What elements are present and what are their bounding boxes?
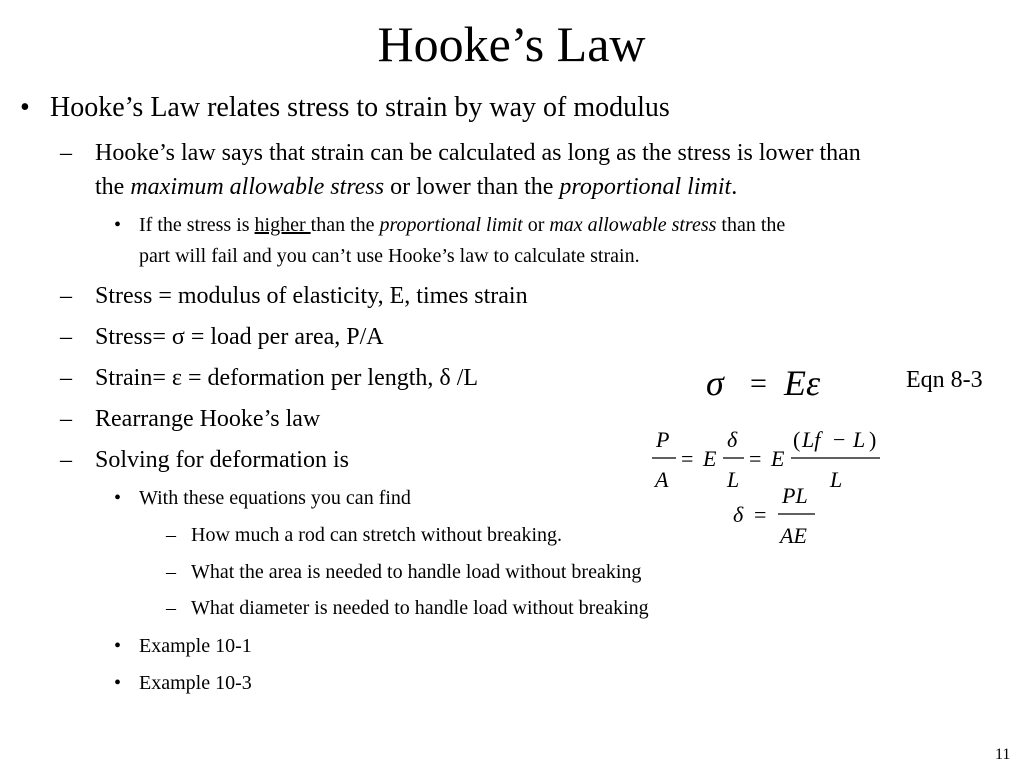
slide-title: Hooke’s Law [377,16,646,72]
bullet-marker: • [114,635,122,657]
dash-marker: – [60,447,72,473]
eq-frac-equals-2: = [749,446,762,471]
eq-hooke-sigma: σ [706,363,724,403]
underlined-higher: higher [254,214,311,236]
dash-marker: – [60,324,72,350]
eq-frac-E2: E [771,446,785,471]
eq-hooke-rhs: Eε [784,363,821,403]
subsub-text: If the stress is higher than the proportional limit or max allowable stress than the [139,214,786,236]
eq-frac-rparen: ) [869,427,877,452]
eq-frac-L3: L [830,467,843,492]
subbullet-text: Rearrange Hooke’s law [95,406,321,432]
eq-frac-L1: L [727,467,740,492]
eq-deform-delta: δ [733,502,744,527]
eq-frac-Lf: Lf [802,427,821,452]
subbullet-text: Stress = modulus of elasticity, E, times strain [95,283,528,309]
eq-frac-E1: E [703,446,717,471]
equation-label: Eqn 8-3 [906,367,983,393]
bullet-marker: • [114,487,122,509]
term-proportional-limit: proportional limit [559,174,732,200]
eq-hooke-equals: = [750,367,767,400]
eq-frac-lparen: ( [793,427,801,452]
subbullet-text-cont: the maximum allowable stress or lower than the proportional limit. [95,174,738,200]
item-text: What the area is needed to handle load without breaking [191,561,642,583]
eq-deform-AE: AE [780,523,807,548]
bullet-marker: • [20,92,30,123]
eq-frac-delta: δ [727,427,738,452]
dash-marker: – [166,524,176,546]
dash-marker: – [166,597,176,619]
eq-frac-P: P [656,427,670,452]
eq-frac-L2: L [853,427,866,452]
eq-frac-A: A [655,467,669,492]
eq-frac-minus: − [833,427,846,452]
bullet-marker: • [114,672,122,694]
dash-marker: – [60,283,72,309]
bullet-text: Hooke’s Law relates stress to strain by way of modulus [50,92,670,123]
item-text: What diameter is needed to handle load without breaking [191,597,649,619]
subbullet-text: Hooke’s law says that strain can be calculated as long as the stress is lower than [95,140,861,166]
page-number: 11 [995,746,1011,763]
eq-deform-PL: PL [782,483,808,508]
dash-marker: – [60,140,72,166]
subbullet-text: Strain= ε = deformation per length, δ /L [95,365,479,391]
subsub-text-cont: part will fail and you can’t use Hooke’s law to calculate strain. [139,245,640,267]
eq-frac-equals-1: = [681,446,694,471]
subbullet-text: Solving for deformation is [95,447,349,473]
dash-marker: – [60,365,72,391]
example-text: Example 10-1 [139,635,252,657]
item-text: How much a rod can stretch without breaking. [191,524,563,546]
term-max-allowable-stress: maximum allowable stress [130,174,385,200]
eq-deform-equals: = [754,502,767,527]
example-text: Example 10-3 [139,672,252,694]
dash-marker: – [166,561,176,583]
dash-marker: – [60,406,72,432]
subbullet-text: Stress= σ = load per area, P/A [95,324,384,350]
bullet-marker: • [114,214,122,236]
subsub-text: With these equations you can find [139,487,411,509]
